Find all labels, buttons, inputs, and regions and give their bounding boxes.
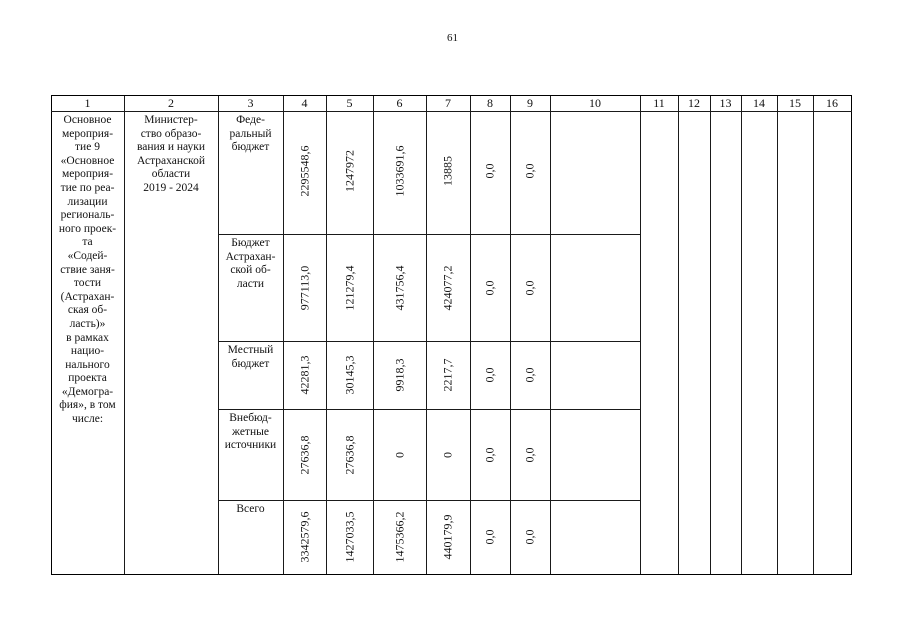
value-row3-col6: 9918,3 — [392, 358, 406, 392]
activity-description-line: проекта — [68, 372, 107, 385]
table-rule — [678, 95, 679, 575]
table-rule — [218, 500, 641, 501]
value-row2-col4: 977113,0 — [297, 265, 311, 310]
funding-source-1-line: ральный — [229, 127, 272, 140]
value-row2-col6: 431756,4 — [392, 265, 406, 310]
activity-description-line: тие 9 — [75, 141, 100, 154]
funding-source-3-line: Местный — [227, 344, 274, 356]
column-header-12: 12 — [688, 96, 700, 110]
activity-description-line: ствие заня- — [60, 263, 115, 276]
funding-source-4-line: Внебюд- — [229, 412, 272, 424]
activity-description-line: ская об- — [67, 304, 108, 317]
funding-source-4-line: жетные — [232, 425, 269, 438]
column-header-4: 4 — [301, 96, 308, 110]
activity-description-line: «Содей- — [67, 249, 108, 262]
value-row1-col5: 1247972 — [342, 150, 356, 192]
funding-source-4-line: источники — [224, 439, 277, 452]
column-header-1: 1 — [84, 96, 91, 110]
funding-source-3-line: бюджет — [231, 357, 270, 370]
value-row1-col6: 1033691,6 — [392, 145, 406, 197]
executor-description-line: вания и науки — [136, 141, 206, 154]
activity-description-line: ласть)» — [69, 317, 106, 330]
table-rule — [710, 95, 711, 575]
column-header-5: 5 — [346, 96, 353, 110]
value-row5-col6: 1475366,2 — [392, 511, 406, 563]
funding-source-5-line: Всего — [236, 503, 265, 515]
activity-description-line: мероприя- — [61, 127, 114, 140]
column-header-10: 10 — [589, 96, 601, 110]
page-number: 61 — [447, 32, 458, 44]
executor-description-line: Министер- — [144, 114, 198, 126]
column-header-8: 8 — [487, 96, 493, 110]
value-row3-col9: 0,0 — [522, 367, 537, 383]
table-rule — [550, 95, 551, 575]
value-row4-col7: 0 — [440, 451, 455, 458]
table-rule — [373, 95, 374, 575]
value-row4-col9: 0,0 — [522, 447, 537, 462]
value-row1-col9: 0,0 — [522, 163, 537, 179]
value-row4-col6: 0 — [392, 451, 406, 458]
table-rule — [218, 234, 641, 235]
funding-source-5 — [219, 503, 282, 517]
activity-description-line: Основное — [63, 114, 112, 126]
activity-description-line: та — [82, 236, 93, 249]
value-row2-col7: 424077,2 — [440, 265, 455, 310]
funding-source-1 — [219, 114, 282, 155]
table-rule — [326, 95, 327, 575]
activity-description-line: фия», в том — [59, 399, 116, 412]
value-row1-col8: 0,0 — [482, 163, 497, 179]
funding-source-4 — [219, 412, 282, 453]
activity-description — [52, 114, 123, 427]
activity-description-line: числе: — [71, 413, 104, 426]
column-header-15: 15 — [789, 96, 801, 110]
table-rule — [283, 95, 284, 575]
activity-description-line: региональ- — [60, 209, 115, 222]
value-row4-col5: 27636,8 — [342, 435, 356, 474]
activity-description-line: нального — [65, 358, 110, 371]
value-row3-col5: 30145,3 — [342, 355, 356, 395]
table-rule — [218, 409, 641, 410]
executor-description-line: ство образо- — [140, 127, 202, 140]
activity-description-line: (Астрахан- — [60, 290, 115, 303]
table-rule — [51, 574, 852, 575]
value-row1-col4: 2295548,6 — [297, 145, 311, 197]
column-header-14: 14 — [753, 96, 765, 110]
column-header-16: 16 — [826, 96, 838, 110]
activity-description-line: «Основное — [60, 154, 115, 167]
value-row3-col7: 2217,7 — [440, 358, 455, 392]
activity-description-line: ного проек- — [58, 222, 117, 235]
funding-source-2-line: ласти — [236, 277, 265, 290]
column-header-3: 3 — [247, 96, 254, 110]
funding-source-2-line: Бюджет — [231, 237, 270, 249]
value-row1-col7: 13885 — [440, 156, 455, 186]
table-rule — [851, 95, 852, 575]
table-rule — [510, 95, 511, 575]
value-row3-col4: 42281,3 — [297, 355, 311, 395]
column-header-6: 6 — [396, 96, 403, 110]
value-row5-col9: 0,0 — [522, 529, 537, 545]
value-row2-col9: 0,0 — [522, 280, 537, 295]
activity-description-line: лизации — [67, 195, 108, 208]
executor-description-line: Астраханской — [136, 154, 205, 167]
executor-description-line: 2019 - 2024 — [143, 181, 199, 194]
value-row2-col8: 0,0 — [482, 280, 497, 295]
column-header-2: 2 — [168, 96, 174, 110]
value-row4-col8: 0,0 — [482, 447, 497, 462]
column-header-9: 9 — [527, 96, 533, 110]
funding-source-2-line: ской об- — [230, 264, 271, 277]
funding-source-1-line: бюджет — [231, 141, 270, 154]
column-header-7: 7 — [445, 96, 451, 110]
table-rule — [777, 95, 778, 575]
funding-source-1-line: Феде- — [236, 114, 265, 126]
value-row5-col7: 440179,9 — [440, 514, 455, 560]
activity-description-line: «Демогра- — [61, 385, 114, 398]
funding-source-2-line: Астрахан- — [225, 250, 276, 263]
value-row3-col8: 0,0 — [482, 367, 497, 383]
table-rule — [813, 95, 814, 575]
table-rule — [470, 95, 471, 575]
table-rule — [426, 95, 427, 575]
table-rule — [741, 95, 742, 575]
column-header-11: 11 — [653, 96, 665, 110]
value-row4-col4: 27636,8 — [297, 435, 311, 474]
value-row5-col4: 3342579,6 — [297, 511, 311, 563]
table-rule — [640, 95, 641, 575]
activity-description-line: в рамках — [66, 331, 109, 344]
table-rule — [51, 111, 852, 112]
activity-description-line: тие по реа- — [60, 181, 115, 194]
executor-description-line: области — [151, 168, 191, 181]
funding-source-2 — [219, 237, 282, 291]
activity-description-line: мероприя- — [61, 168, 114, 181]
value-row5-col8: 0,0 — [482, 529, 497, 545]
value-row5-col5: 1427033,5 — [342, 511, 356, 563]
funding-source-3 — [219, 344, 282, 371]
activity-description-line: нацио- — [70, 345, 105, 358]
value-row2-col5: 121279,4 — [342, 265, 356, 310]
executor-description — [125, 114, 217, 196]
activity-description-line: тости — [73, 277, 102, 290]
table-rule — [218, 341, 641, 342]
column-header-13: 13 — [719, 96, 732, 110]
